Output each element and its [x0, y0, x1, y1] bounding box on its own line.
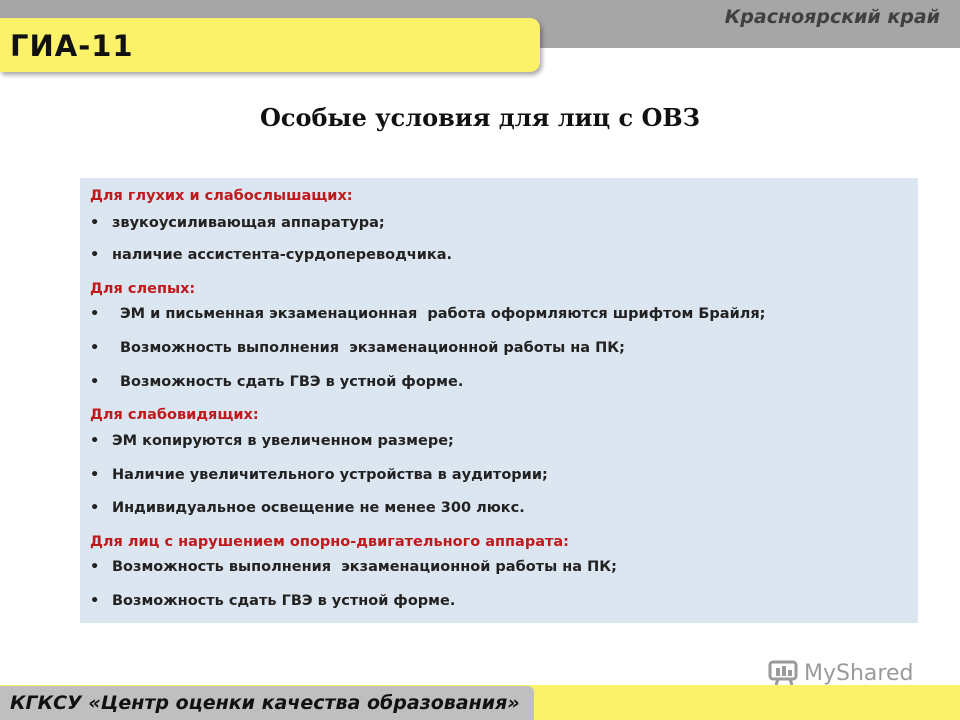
bullet-icon: • [90, 559, 100, 575]
section-heading-musculoskeletal: Для лиц с нарушением опорно-двигательного аппарата: [90, 534, 569, 550]
bullet-icon: • [90, 433, 100, 449]
bullet-icon: • [90, 500, 100, 516]
list-item-text: наличие ассистента-сурдопереводчика. [112, 247, 453, 263]
list-item [90, 559, 617, 575]
list-item [90, 340, 625, 356]
list-item-text: Возможность выполнения экзаменационной работы на ПК; [112, 559, 617, 575]
section-heading-low-vision: Для слабовидящих: [90, 407, 259, 423]
list-item [90, 500, 525, 516]
list-item-text: ЭМ и письменная экзаменационная работа оформляются шрифтом Брайля; [120, 306, 766, 322]
slide-title: Особые условия для лиц с ОВЗ [260, 103, 700, 132]
list-item [90, 374, 463, 390]
bullet-icon: • [90, 215, 100, 231]
list-item-text: Индивидуальное освещение не менее 300 люкс. [112, 500, 525, 516]
myshared-logo-icon [768, 659, 800, 687]
region-label: Красноярский край [724, 6, 940, 28]
header-title: ГИА-11 [10, 29, 134, 63]
list-item-text: Возможность сдать ГВЭ в устной форме. [120, 374, 464, 390]
header-title-tab [0, 18, 540, 72]
list-item [90, 593, 455, 609]
bullet-icon: • [90, 467, 100, 483]
list-item [90, 247, 452, 263]
bullet-icon: • [90, 593, 100, 609]
list-item-text: Наличие увеличительного устройства в аудитории; [112, 467, 548, 483]
list-item [90, 215, 385, 231]
section-heading-blind: Для слепых: [90, 281, 196, 297]
watermark-text: MyShared [804, 660, 914, 686]
list-item-text: Возможность сдать ГВЭ в устной форме. [112, 593, 456, 609]
footer-organization: КГКСУ «Центр оценки качества образования» [10, 692, 520, 714]
list-item [90, 306, 765, 322]
bullet-icon: • [90, 247, 100, 263]
watermark [768, 658, 913, 688]
bullet-icon: • [90, 374, 100, 390]
bullet-icon: • [90, 340, 100, 356]
list-item [90, 467, 548, 483]
bullet-icon: • [90, 306, 100, 322]
list-item-text: ЭМ копируются в увеличенном размере; [112, 433, 454, 449]
list-item [90, 433, 454, 449]
list-item-text: звукоусиливающая аппаратура; [112, 215, 385, 231]
conditions-panel [80, 178, 918, 623]
section-heading-deaf: Для глухих и слабослышащих: [90, 188, 353, 204]
list-item-text: Возможность выполнения экзаменационной работы на ПК; [120, 340, 625, 356]
